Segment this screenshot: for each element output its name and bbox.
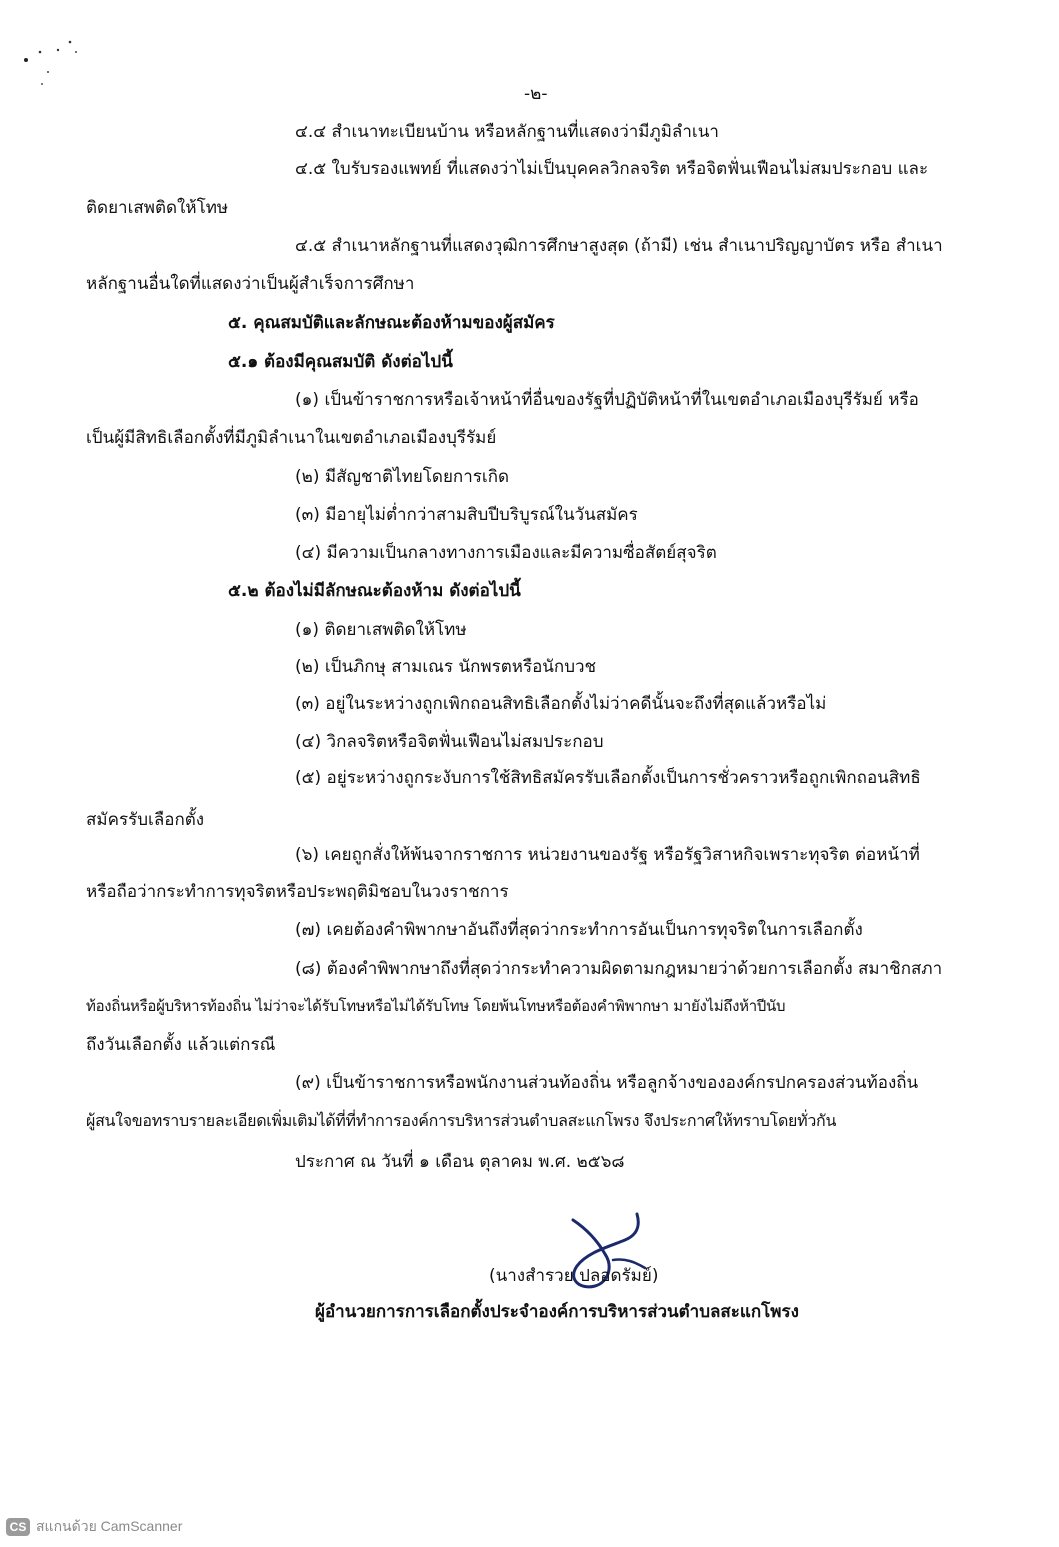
item-4-4: ๔.๔ สำเนาทะเบียนบ้าน หรือหลักฐานที่แสดงว่ามีภูมิลำเนา [295,122,719,142]
signer-title: ผู้อำนวยการการเลือกตั้งประจำองค์การบริหารส่วนตำบลสะแกโพรง [315,1302,799,1322]
section-5-1-item: (๔) มีความเป็นกลางทางการเมืองและมีความซื่อสัตย์สุจริต [295,543,717,563]
scan-specks [18,28,98,98]
section-5-1-heading: ๕.๑ ต้องมีคุณสมบัติ ดังต่อไปนี้ [228,352,453,372]
section-5-2-item: (๙) เป็นข้าราชการหรือพนักงานส่วนท้องถิ่น หรือลูกจ้างขององค์กรปกครองส่วนท้องถิ่น [295,1073,919,1093]
camscanner-logo-icon: CS [6,1518,30,1536]
closing-date: ประกาศ ณ วันที่ ๑ เดือน ตุลาคม พ.ศ. ๒๕๖๘ [295,1152,625,1172]
section-5-2-item: ถึงวันเลือกตั้ง แล้วแต่กรณี [86,1035,276,1055]
section-5-2-item: สมัครรับเลือกตั้ง [86,810,205,830]
closing-contact: ผู้สนใจขอทราบรายละเอียดเพิ่มเติมได้ที่ที่ทำการองค์การบริหารส่วนตำบลสะแกโพรง จึงประกาศให้ทราบโดยทั่วกัน [86,1111,837,1130]
section-5-2-item: (๘) ต้องคำพิพากษาถึงที่สุดว่ากระทำความผิดตามกฎหมายว่าด้วยการเลือกตั้ง สมาชิกสภา [295,959,943,979]
section-5-2-item: หรือถือว่ากระทำการทุจริตหรือประพฤติมิชอบในวงราชการ [86,882,509,902]
section-5-2-item: (๒) เป็นภิกษุ สามเณร นักพรตหรือนักบวช [295,657,597,677]
item-4-5-line1: ๔.๕ ใบรับรองแพทย์ ที่แสดงว่าไม่เป็นบุคคลวิกลจริต หรือจิตฟั่นเฟือนไม่สมประกอบ และ [295,159,929,179]
section-5-2-item: (๓) อยู่ในระหว่างถูกเพิกถอนสิทธิเลือกตั้งไม่ว่าคดีนั้นจะถึงที่สุดแล้วหรือไม่ [295,694,827,714]
section-5-2-item: (๕) อยู่ระหว่างถูกระงับการใช้สิทธิสมัครรับเลือกตั้งเป็นการชั่วคราวหรือถูกเพิกถอนสิทธิ [295,768,921,788]
camscanner-watermark [6,1516,182,1538]
item-4-5-line2: ติดยาเสพติดให้โทษ [86,198,229,218]
section-5-1-item: เป็นผู้มีสิทธิเลือกตั้งที่มีภูมิลำเนาในเขตอำเภอเมืองบุรีรัมย์ [86,428,497,448]
page-number: -๒- [524,84,548,104]
section-5-2-item: (๔) วิกลจริตหรือจิตฟั่นเฟือนไม่สมประกอบ [295,732,604,752]
section-5-1-item: (๓) มีอายุไม่ต่ำกว่าสามสิบปีบริบูรณ์ในวันสมัคร [295,505,638,525]
item-4-5b-line1: ๔.๕ สำเนาหลักฐานที่แสดงวุฒิการศึกษาสูงสุด (ถ้ามี) เช่น สำเนาปริญญาบัตร หรือ สำเนา [295,236,943,256]
signer-name: (นางสำรวย ปลอดรัมย์) [489,1266,659,1286]
item-4-5b-line2: หลักฐานอื่นใดที่แสดงว่าเป็นผู้สำเร็จการศึกษา [86,274,415,294]
section-5-1-item: (๑) เป็นข้าราชการหรือเจ้าหน้าที่อื่นของรัฐที่ปฏิบัติหน้าที่ในเขตอำเภอเมืองบุรีรัมย์ หรือ [295,390,919,410]
section-5-heading: ๕. คุณสมบัติและลักษณะต้องห้ามของผู้สมัคร [228,313,555,333]
section-5-1-item: (๒) มีสัญชาติไทยโดยการเกิด [295,467,510,487]
watermark-text: สแกนด้วย CamScanner [36,1518,183,1534]
section-5-2-heading: ๕.๒ ต้องไม่มีลักษณะต้องห้าม ดังต่อไปนี้ [228,581,521,601]
section-5-2-item: (๗) เคยต้องคำพิพากษาอันถึงที่สุดว่ากระทำการอันเป็นการทุจริตในการเลือกตั้ง [295,920,863,940]
section-5-2-item: (๑) ติดยาเสพติดให้โทษ [295,620,467,640]
section-5-2-item: ท้องถิ่นหรือผู้บริหารท้องถิ่น ไม่ว่าจะได้รับโทษหรือไม่ได้รับโทษ โดยพ้นโทษหรือต้องคำพิพากษา มายังไม่ถึงห้าปีนับ [86,997,786,1015]
section-5-2-item: (๖) เคยถูกสั่งให้พ้นจากราชการ หน่วยงานของรัฐ หรือรัฐวิสาหกิจเพราะทุจริต ต่อหน้าที่ [295,845,920,865]
